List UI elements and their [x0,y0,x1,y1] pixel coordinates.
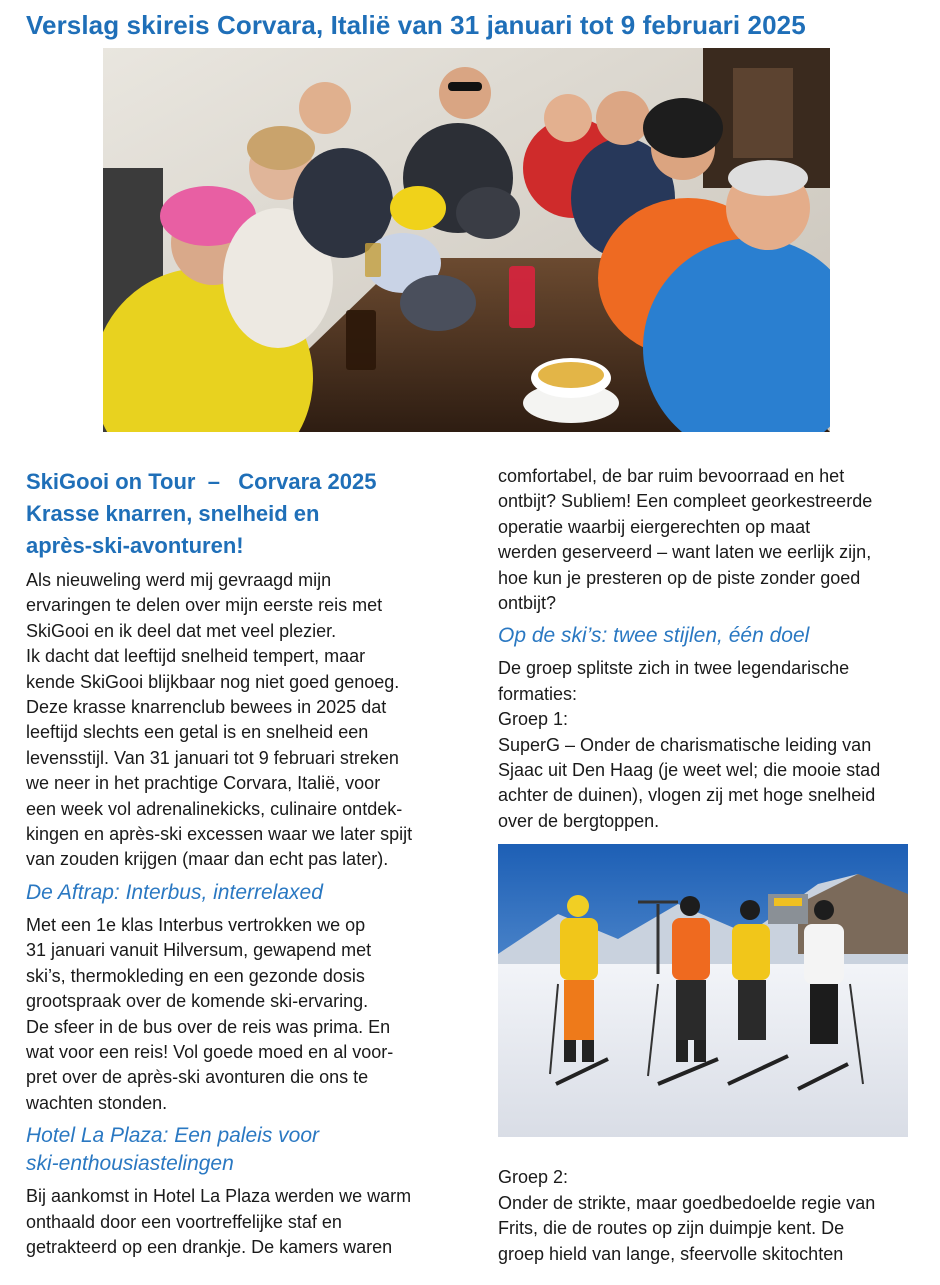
text-line: grootspraak over de komende ski-ervaring. [26,991,369,1012]
text-line: ski’s, thermokleding en een gezonde dosis [26,965,365,986]
heading-line: SkiGooi on Tour – Corvara 2025 [26,469,377,494]
text-line: getrakteerd op een drankje. De kamers waren [26,1236,393,1257]
text-line: Ik dacht dat leeftijd snelheid tempert, maar [26,646,366,667]
text-line: Sjaac uit Den Haag (je weet wel; die mooie stad [498,760,881,781]
group2-paragraph [498,1165,910,1267]
text-line: Met een 1e klas Interbus vertrokken we op [26,914,366,935]
text-line: wat voor een reis! Vol goede moed en al voor- [26,1041,394,1062]
text-line: Deze krasse knarrenclub bewees in 2025 dat [26,697,387,718]
group-photo [103,48,830,432]
text-line: van zouden krijgen (maar dan echt pas later). [26,849,389,870]
text-line: over de bergtoppen. [498,810,660,831]
text-line: Frits, die de routes op zijn duimpje kent. De [498,1218,845,1239]
text-line: SkiGooi en ik deel dat met veel plezier. [26,620,337,641]
heading-line: Krasse knarren, snelheid en [26,501,320,526]
ski-group-photo-icon [498,844,908,1137]
intro-paragraph [26,568,446,873]
page-title: Verslag skireis Corvara, Italië van 31 januari tot 9 februari 2025 [26,10,806,40]
heading-line: ski-enthousiastelingen [26,1152,234,1176]
text-line: werden geserveerd – want laten we eerlijk zijn, [498,542,872,563]
text-line: wachten stonden. [26,1092,168,1113]
text-line: kingen en après-ski excessen waar we later spijt [26,824,413,845]
text-line: ervaringen te delen over mijn eerste reis met [26,595,383,616]
text-line: levensstijl. Van 31 januari tot 9 februari streken [26,747,399,768]
text-line: SuperG – Onder de charismatische leiding van [498,734,872,755]
text-line: operatie waarbij eiergerechten op maat [498,516,811,537]
section-heading-aftrap: De Aftrap: Interbus, interrelaxed [26,880,323,904]
text-line: pret over de après-ski avonturen die ons te [26,1067,369,1088]
section-heading-skis: Op de ski’s: twee stijlen, één doel [498,624,810,648]
text-line: een week vol adrenalinekicks, culinaire ontdek- [26,798,403,819]
text-line: ontbijt? [498,593,557,614]
text-line: comfortabel, de bar ruim bevoorraad en het [498,466,845,486]
text-line: Onder de strikte, maar goedbedoelde regie van [498,1192,876,1213]
section-heading-hotel [26,1122,446,1178]
text-line: groep hield van lange, sfeervolle skitochten [498,1243,844,1264]
hotel-paragraph-continued [498,464,910,616]
article-heading [26,466,446,562]
right-column [498,464,910,1267]
text-line: Groep 2: [498,1167,569,1188]
skis-paragraph [498,656,910,834]
ski-group-photo [498,844,908,1137]
text-line: onthaald door een voortreffelijke staf en [26,1211,342,1232]
text-line: achter de duinen), vlogen zij met hoge snelheid [498,785,876,806]
text-line: Als nieuweling werd mij gevraagd mijn [26,570,332,590]
text-line: 31 januari vanuit Hilversum, gewapend met [26,940,372,961]
text-line: ontbijt? Subliem! Een compleet georkestreerde [498,491,873,512]
text-line: we neer in het prachtige Corvara, Italië, voor [26,773,381,794]
text-line: Groep 1: [498,709,569,730]
aftrap-paragraph [26,913,446,1116]
group-photo-terrace-icon [103,48,830,432]
text-line: kende SkiGooi blijkbaar nog niet goed genoeg. [26,671,400,692]
text-line: Bij aankomst in Hotel La Plaza werden we warm [26,1186,412,1207]
hotel-paragraph [26,1184,446,1260]
heading-line: Hotel La Plaza: Een paleis voor [26,1124,320,1148]
text-line: De groep splitste zich in twee legendarische [498,658,850,679]
text-line: hoe kun je presteren op de piste zonder goed [498,567,861,588]
left-column [26,466,446,1260]
text-line: De sfeer in de bus over de reis was prima. En [26,1016,391,1037]
text-line: leeftijd slechts een getal is en snelheid een [26,722,369,743]
text-line: formaties: [498,683,578,704]
heading-line: après-ski-avonturen! [26,533,244,558]
